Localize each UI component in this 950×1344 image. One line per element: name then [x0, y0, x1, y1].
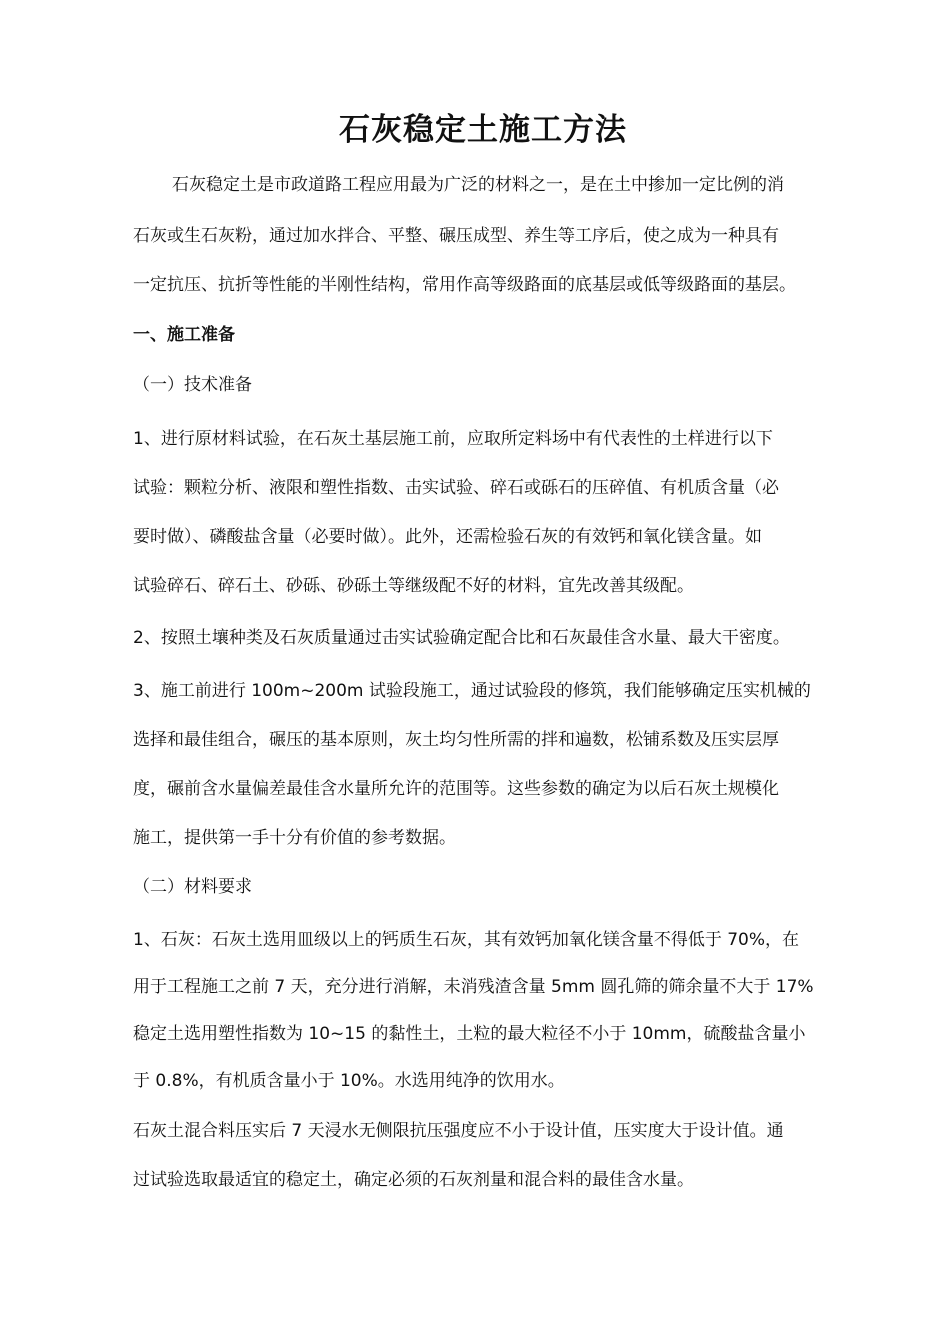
material-item-1-line-3: 稳定土选用塑性指数为 10~15 的黏性土，土粒的最大粒径不小于 10mm，硫酸盐含量小 [133, 1024, 806, 1044]
technical-item-1-line-3: 要时做）、磷酸盐含量（必要时做）。此外，还需检验石灰的有效钙和氧化镁含量。如 [133, 527, 762, 547]
technical-item-3-line-4: 施工，提供第一手十分有价值的参考数据。 [133, 828, 456, 848]
section-1-heading: 一、施工准备 [133, 325, 235, 345]
technical-item-3-line-3: 度，碾前含水量偏差最佳含水量所允许的范围等。这些参数的确定为以后石灰土规模化 [133, 779, 779, 799]
material-para-line-1: 石灰土混合料压实后 7 天浸水无侧限抗压强度应不小于设计值，压实度大于设计值。通 [133, 1121, 784, 1141]
intro-line-1: 石灰稳定土是市政道路工程应用最为广泛的材料之一，是在土中掺加一定比例的消 [172, 175, 784, 195]
technical-item-1-line-2: 试验：颗粒分析、液限和塑性指数、击实试验、碎石或砾石的压碎值、有机质含量（必 [133, 478, 779, 498]
technical-item-3-line-2: 选择和最佳组合，碾压的基本原则，灰土均匀性所需的拌和遍数，松铺系数及压实层厚 [133, 730, 779, 750]
technical-item-1-line-4: 试验碎石、碎石土、砂砾、砂砾土等继级配不好的材料，宜先改善其级配。 [133, 576, 694, 596]
material-para-line-2: 过试验选取最适宜的稳定土，确定必须的石灰剂量和混合料的最佳含水量。 [133, 1170, 694, 1190]
subsection-2-heading: （二）材料要求 [133, 877, 252, 897]
technical-item-3-line-1: 3、施工前进行 100m~200m 试验段施工，通过试验段的修筑，我们能够确定压实机械的 [133, 681, 811, 701]
technical-item-2-line-1: 2、按照土壤种类及石灰质量通过击实试验确定配合比和石灰最佳含水量、最大干密度。 [133, 628, 790, 648]
intro-line-3: 一定抗压、抗折等性能的半刚性结构，常用作高等级路面的底基层或低等级路面的基层。 [133, 275, 796, 295]
subsection-1-heading: （一）技术准备 [133, 375, 252, 395]
material-item-1-line-4: 于 0.8%，有机质含量小于 10%。水选用纯净的饮用水。 [133, 1071, 565, 1091]
intro-line-2: 石灰或生石灰粉，通过加水拌合、平整、碾压成型、养生等工序后，使之成为一种具有 [133, 226, 779, 246]
document-title: 石灰稳定土施工方法 [339, 112, 627, 148]
material-item-1-line-1: 1、石灰：石灰土选用皿级以上的钙质生石灰，其有效钙加氧化镁含量不得低于 70%，在 [133, 930, 800, 950]
material-item-1-line-2: 用于工程施工之前 7 天，充分进行消解，未消残渣含量 5mm 圆孔筛的筛余量不大于 17% [133, 977, 814, 997]
technical-item-1-line-1: 1、进行原材料试验，在石灰土基层施工前，应取所定料场中有代表性的土样进行以下 [133, 429, 773, 449]
